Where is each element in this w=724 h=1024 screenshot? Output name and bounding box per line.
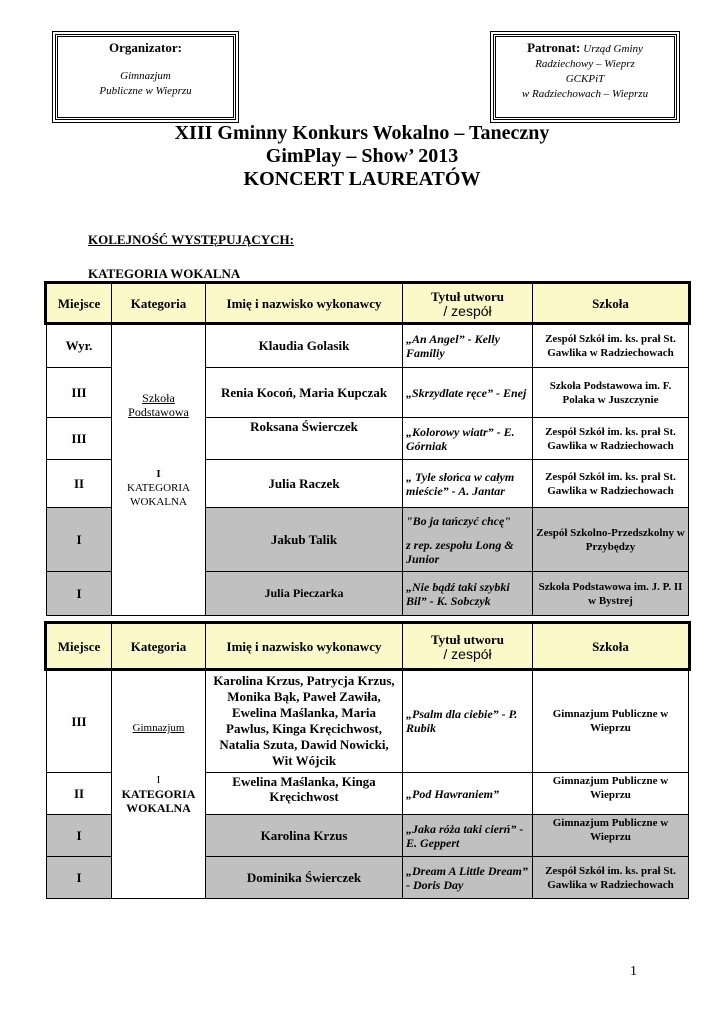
category-kind: KATEGORIA WOKALNA xyxy=(127,481,190,508)
category-school: Szkoła Podstawowa xyxy=(128,390,189,419)
col-song xyxy=(403,624,533,670)
organizer-label: Organizator: xyxy=(109,40,182,55)
school-cell: Zespół Szkół im. ks. prał St. Gawlika w Radziechowach xyxy=(533,324,689,368)
performer-cell: Dominika Świerczek xyxy=(206,857,403,899)
place-cell: III xyxy=(47,418,112,460)
song-band: z rep. zespołu Long & Junior xyxy=(406,537,514,566)
song-cell: „Skrzydlate ręce” - Enej xyxy=(403,368,533,418)
song-cell: „ Tyle słońca w całym mieście” - A. Jantar xyxy=(403,460,533,508)
song-title: "Bo ja tańczyć chcę" xyxy=(406,513,511,528)
place-cell: III xyxy=(47,368,112,418)
category-cell xyxy=(112,670,206,899)
place-cell: II xyxy=(47,460,112,508)
performer-cell: Ewelina Maślanka, Kinga Kręcichwost xyxy=(206,773,403,815)
performer-cell: Klaudia Golasik xyxy=(206,324,403,368)
title-line2: GimPlay – Show’ 2013 xyxy=(265,145,459,167)
patron-line2: Radziechowy – Wieprz xyxy=(535,58,635,70)
place-cell: I xyxy=(47,572,112,616)
song-cell: „Pod Hawraniem” xyxy=(403,773,533,815)
page-number: 1 xyxy=(630,964,637,979)
patron-box xyxy=(493,34,677,120)
category-level: I xyxy=(156,774,161,786)
performer-cell: Julia Raczek xyxy=(206,460,403,508)
school-cell: Szkoła Podstawowa im. J. P. II w Bystrej xyxy=(533,572,689,616)
song-cell: „Psalm dla ciebie” - P. Rubik xyxy=(403,670,533,773)
school-cell: Zespół Szkół im. ks. prał St. Gawlika w Radziechowach xyxy=(533,460,689,508)
page-title xyxy=(0,122,724,191)
school-cell: Szkoła Podstawowa im. F. Polaka w Juszczynie xyxy=(533,368,689,418)
school-cell: Zespół Szkolno-Przedszkolny w Przybędzy xyxy=(533,508,689,572)
category-heading: KATEGORIA WOKALNA xyxy=(88,266,241,281)
col-song-line2: / zespół xyxy=(443,302,492,319)
patron-line3: GCKPiT xyxy=(565,73,605,85)
song-cell: „Jaka róża taki cierń” - E. Geppert xyxy=(403,815,533,857)
col-song-line1: Tytuł utworu xyxy=(430,631,505,647)
song-cell xyxy=(403,508,533,572)
table-row xyxy=(47,670,689,773)
school-cell: Zespół Szkół im. ks. prał St. Gawlika w Radziechowach xyxy=(533,418,689,460)
results-table-primary xyxy=(46,283,689,616)
school-cell: Gimnazjum Publiczne w Wieprzu xyxy=(533,670,689,773)
school-cell: Zespół Szkół im. ks. prał St. Gawlika w Radziechowach xyxy=(533,857,689,899)
col-name: Imię i nazwisko wykonawcy xyxy=(206,284,403,324)
order-heading: KOLEJNOŚĆ WYSTĘPUJĄCYCH: xyxy=(88,232,294,247)
col-song-line2: / zespół xyxy=(443,645,492,662)
category-kind: KATEGORIA WOKALNA xyxy=(121,787,196,815)
table-header-row xyxy=(47,624,689,670)
col-song-line1: Tytuł utworu xyxy=(430,288,505,304)
results-table-middle xyxy=(46,623,689,899)
place-cell: I xyxy=(47,857,112,899)
performer-cell: Renia Kocoń, Maria Kupczak xyxy=(206,368,403,418)
table-header-row xyxy=(47,284,689,324)
title-line1: XIII Gminny Konkurs Wokalno – Taneczny xyxy=(174,122,550,144)
col-school: Szkoła xyxy=(533,624,689,670)
category-level: I xyxy=(156,467,161,480)
school-cell: Gimnazjum Publiczne w Wieprzu xyxy=(533,773,689,815)
song-cell: „Kolorowy wiatr” - E. Górniak xyxy=(403,418,533,460)
school-cell: Gimnazjum Publiczne w Wieprzu xyxy=(533,815,689,857)
place-cell: III xyxy=(47,670,112,773)
title-line3: KONCERT LAUREATÓW xyxy=(243,168,481,190)
col-category: Kategoria xyxy=(112,624,206,670)
performer-cell: Karolina Krzus, Patrycja Krzus, Monika Bąk, Paweł Zawiła, Ewelina Maślanka, Maria Pawlus, Kinga Kręcichwost, Natalia Szuta, Dawid Nowicki, Wit Wójcik xyxy=(206,670,403,773)
patron-line1: Urząd Gminy xyxy=(583,43,643,55)
col-place: Miejsce xyxy=(47,624,112,670)
performer-cell: Jakub Talik xyxy=(206,508,403,572)
col-name: Imię i nazwisko wykonawcy xyxy=(206,624,403,670)
place-cell: Wyr. xyxy=(47,324,112,368)
col-place: Miejsce xyxy=(47,284,112,324)
organizer-box xyxy=(55,34,236,120)
col-category: Kategoria xyxy=(112,284,206,324)
place-cell: I xyxy=(47,815,112,857)
col-school: Szkoła xyxy=(533,284,689,324)
patron-line4: w Radziechowach – Wieprzu xyxy=(521,88,649,100)
song-cell: „An Angel” - Kelly Familiy xyxy=(403,324,533,368)
song-cell: „Dream A Little Dream” - Doris Day xyxy=(403,857,533,899)
category-cell xyxy=(112,324,206,616)
place-cell: II xyxy=(47,773,112,815)
performer-cell: Roksana Świerczek xyxy=(206,418,403,460)
performer-cell: Karolina Krzus xyxy=(206,815,403,857)
place-cell: I xyxy=(47,508,112,572)
category-school: Gimnazjum xyxy=(132,722,185,734)
table-row xyxy=(47,324,689,368)
col-song xyxy=(403,284,533,324)
organizer-line1: Gimnazjum xyxy=(120,70,171,82)
song-cell: „Nie bądź taki szybki Bil” - K. Sobczyk xyxy=(403,572,533,616)
performer-cell: Julia Pieczarka xyxy=(206,572,403,616)
organizer-line2: Publiczne w Wieprzu xyxy=(99,85,192,97)
patron-label: Patronat: xyxy=(527,40,581,55)
